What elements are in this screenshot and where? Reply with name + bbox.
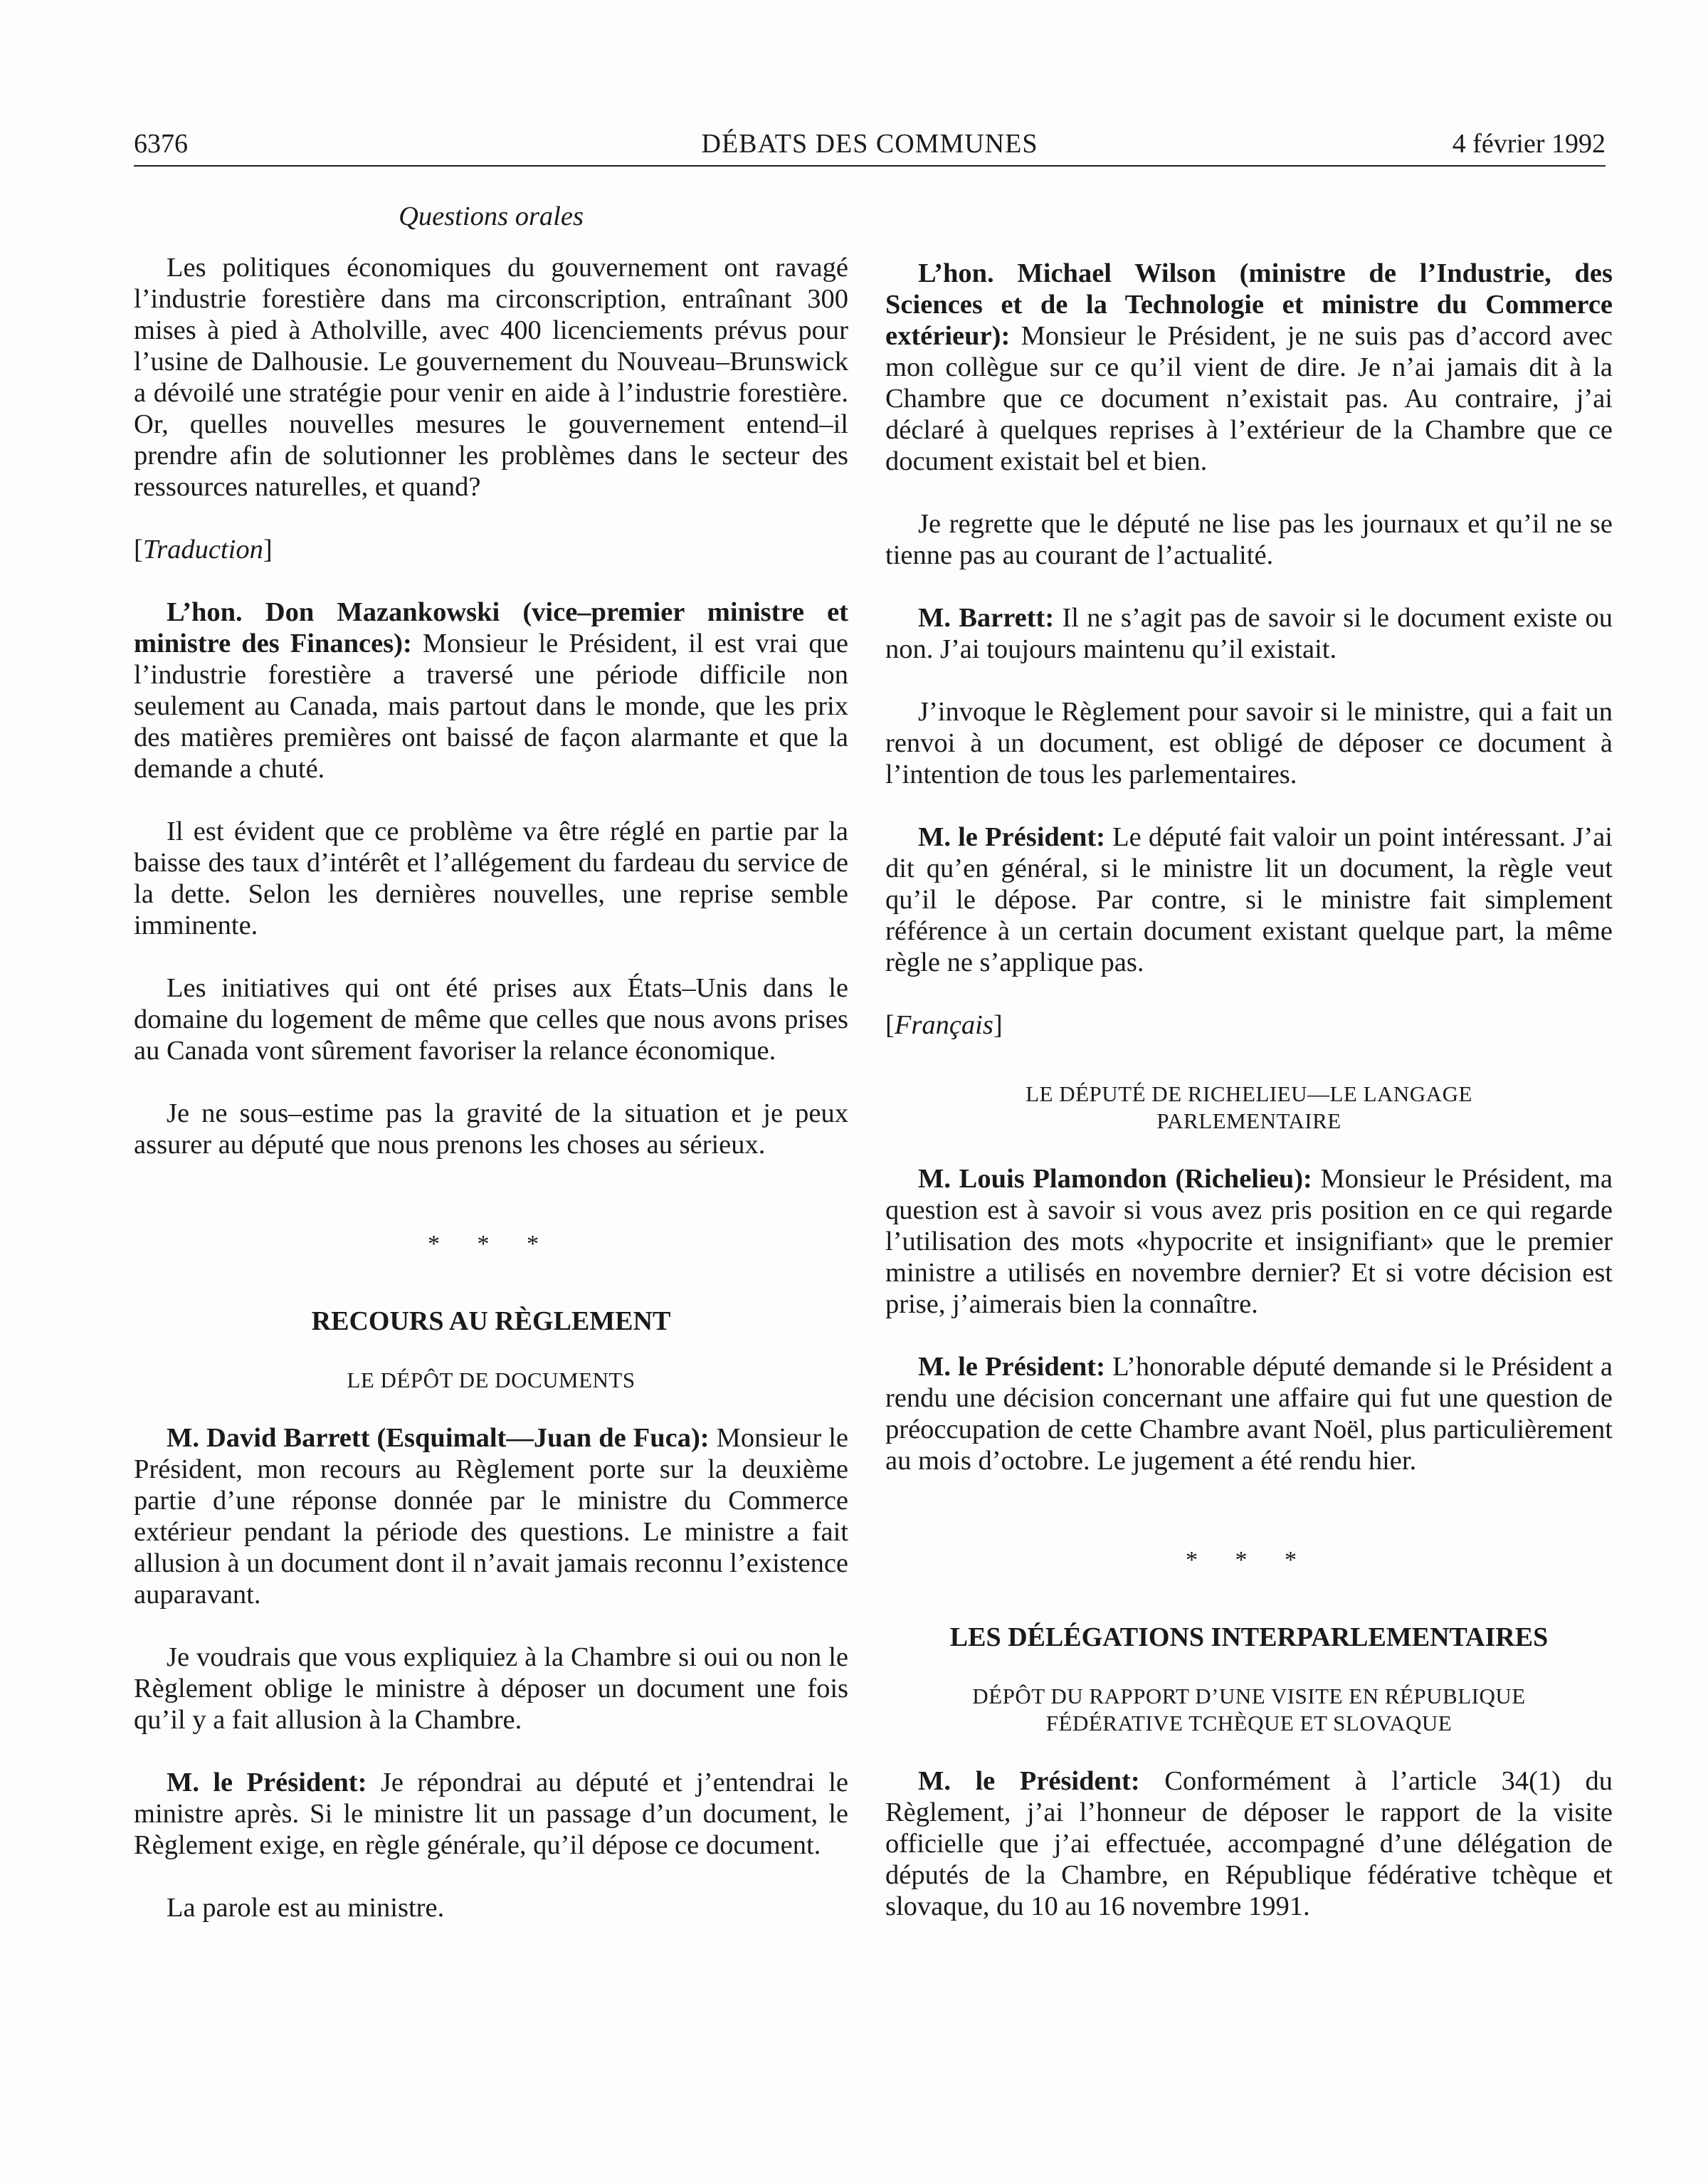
speaker-name: M. le Président: xyxy=(918,1766,1140,1796)
right-column xyxy=(885,258,1613,1922)
paragraph: M. le Président: Je répondrai au député et j’entendrai le ministre après. Si le ministre lit un passage d’un document, le Règlement exige, en règle générale, qu’il dépose ce document. xyxy=(134,1768,848,1860)
page-header xyxy=(134,125,1606,167)
paragraph: L’hon. Michael Wilson (ministre de l’Industrie, des Sciences et de la Technologie et ministre du Commerce extérieur): Monsieur le Président, je ne suis pas d’accord avec mon collègue sur ce qu’il vient de dire. Je n’ai jamais dit à la Chambre que ce document n’existait pas. Au contraire, j’ai déclaré à quelques reprises à l’extérieur de la Chambre que ce document existait bel et bien. xyxy=(885,258,1613,476)
paragraph: M. le Président: L’honorable député demande si le Président a rendu une décision concernant une affaire qui fut une question de préoccupation de cette Chambre avant Noël, plus particulièrement au mois d’octobre. Le jugement a été rendu hier. xyxy=(885,1352,1613,1476)
paragraph: M. le Président: Le député fait valoir un point intéressant. J’ai dit qu’en général, si le ministre lit un document, la règle veut qu’il le dépose. Par contre, si le ministre fait simplement référence à un certain document existant quelque part, la même règle ne s’applique pas. xyxy=(885,822,1613,977)
paragraph: M. Louis Plamondon (Richelieu): Monsieur le Président, ma question est à savoir si vous avez pris position en ce qui regarde l’utilisation des mots «hypocrite et insignifiant» que le premier ministre a utilisés en novembre dernier? Et si votre décision est prise, j’aimerais bien la connaître. xyxy=(885,1164,1613,1319)
language-marker: [Français] xyxy=(885,1010,1003,1040)
paragraph: L’hon. Don Mazankowski (vice–premier ministre et ministre des Finances): Monsieur le Président, il est vrai que l’industrie forestière a traversé une période difficile non seulement au Canada, mais partout dans le monde, que les prix des matières premières ont baissé de façon alarmante et que la demande a chuté. xyxy=(134,597,849,784)
paragraph: Je ne sous–estime pas la gravité de la situation et je peux assurer au député que nous prenons les choses au sérieux. xyxy=(134,1098,848,1160)
paragraph: Je voudrais que vous expliquiez à la Chambre si oui ou non le Règlement oblige le ministre à déposer un document une fois qu’il y a fait allusion à la Chambre. xyxy=(134,1642,848,1735)
speaker-name: M. le Président: xyxy=(918,822,1105,852)
paragraph: Il est évident que ce problème va être réglé en partie par la baisse des taux d’intérêt et l’allégement du fardeau du service de la dette. Selon les dernières nouvelles, une reprise semble imminente. xyxy=(134,817,848,940)
section-separator: * * * xyxy=(1186,1547,1312,1573)
paragraph: La parole est au ministre. xyxy=(167,1893,445,1923)
paragraph: M. le Président: Conformément à l’article 34(1) du Règlement, j’ai l’honneur de déposer le rapport de la visite officielle que j’ai effectuée, accompagné d’une délégation de députés de la Chambre, en République fédérative tchèque et slovaque, du 10 au 16 novembre 1991. xyxy=(885,1766,1613,1921)
speaker-name: M. le Président: xyxy=(167,1768,367,1797)
speaker-name: M. David Barrett (Esquimalt—Juan de Fuca): xyxy=(167,1423,710,1453)
paragraph: Je regrette que le député ne lise pas les journaux et qu’il ne se tienne pas au courant de l’actualité. xyxy=(885,509,1613,570)
left-column xyxy=(134,201,848,1923)
section-label: Questions orales xyxy=(399,201,584,231)
speaker-name: M. Louis Plamondon (Richelieu): xyxy=(918,1164,1312,1194)
page-number: 6376 xyxy=(134,129,188,159)
speaker-name: M. le Président: xyxy=(918,1352,1105,1382)
speaker-name: M. Barrett: xyxy=(918,603,1055,633)
paragraph: Les initiatives qui ont été prises aux États–Unis dans le domaine du logement de même que celles que nous avons prises au Canada vont sûrement favoriser la relance économique. xyxy=(134,973,848,1066)
section-heading: RECOURS AU RÈGLEMENT xyxy=(311,1306,671,1336)
subsection-heading: LE DÉPUTÉ DE RICHELIEU—LE LANGAGE PARLEMENTAIRE xyxy=(1026,1081,1472,1133)
section-separator: * * * xyxy=(428,1231,554,1257)
paragraph: M. Barrett: Il ne s’agit pas de savoir si le document existe ou non. J’ai toujours maintenu qu’il existait. xyxy=(885,603,1613,664)
speaker-name: L’hon. Michael Wilson (ministre de l’Industrie, des Sciences et de la Technologie et ministre du Commerce extérieur): xyxy=(885,258,1613,351)
subsection-heading: LE DÉPÔT DE DOCUMENTS xyxy=(347,1367,636,1392)
publication-title: DÉBATS DES COMMUNES xyxy=(701,129,1038,159)
subsection-heading: DÉPÔT DU RAPPORT D’UNE VISITE EN RÉPUBLIQUE FÉDÉRATIVE TCHÈQUE ET SLOVAQUE xyxy=(972,1684,1526,1736)
paragraph: J’invoque le Règlement pour savoir si le ministre, qui a fait un renvoi à un document, est obligé de déposer ce document à l’intention de tous les parlementaires. xyxy=(885,697,1613,789)
page-date: 4 février 1992 xyxy=(1452,129,1606,159)
section-heading: LES DÉLÉGATIONS INTERPARLEMENTAIRES xyxy=(949,1622,1549,1652)
paragraph: M. David Barrett (Esquimalt—Juan de Fuca): Monsieur le Président, mon recours au Règlement porte sur la deuxième partie d’une réponse donnée par le ministre du Commerce extérieur pendant la période des questions. Le ministre a fait allusion à un document dont il n’avait jamais reconnu l’existence auparavant. xyxy=(134,1423,848,1610)
paragraph: Les politiques économiques du gouvernement ont ravagé l’industrie forestière dans ma circonscription, entraînant 300 mises à pied à Atholville, avec 400 licenciements prévus pour l’usine de Dalhousie. Le gouvernement du Nouveau–Brunswick a dévoilé une stratégie pour venir en aide à l’industrie forestière. Or, quelles nouvelles mesures le gouvernement entend–il prendre afin de solutionner les problèmes dans le secteur des ressources naturelles, et quand? xyxy=(134,253,848,502)
speaker-name: L’hon. Don Mazankowski (vice–premier ministre et ministre des Finances): xyxy=(134,597,848,658)
language-marker: [Traduction] xyxy=(134,535,273,565)
